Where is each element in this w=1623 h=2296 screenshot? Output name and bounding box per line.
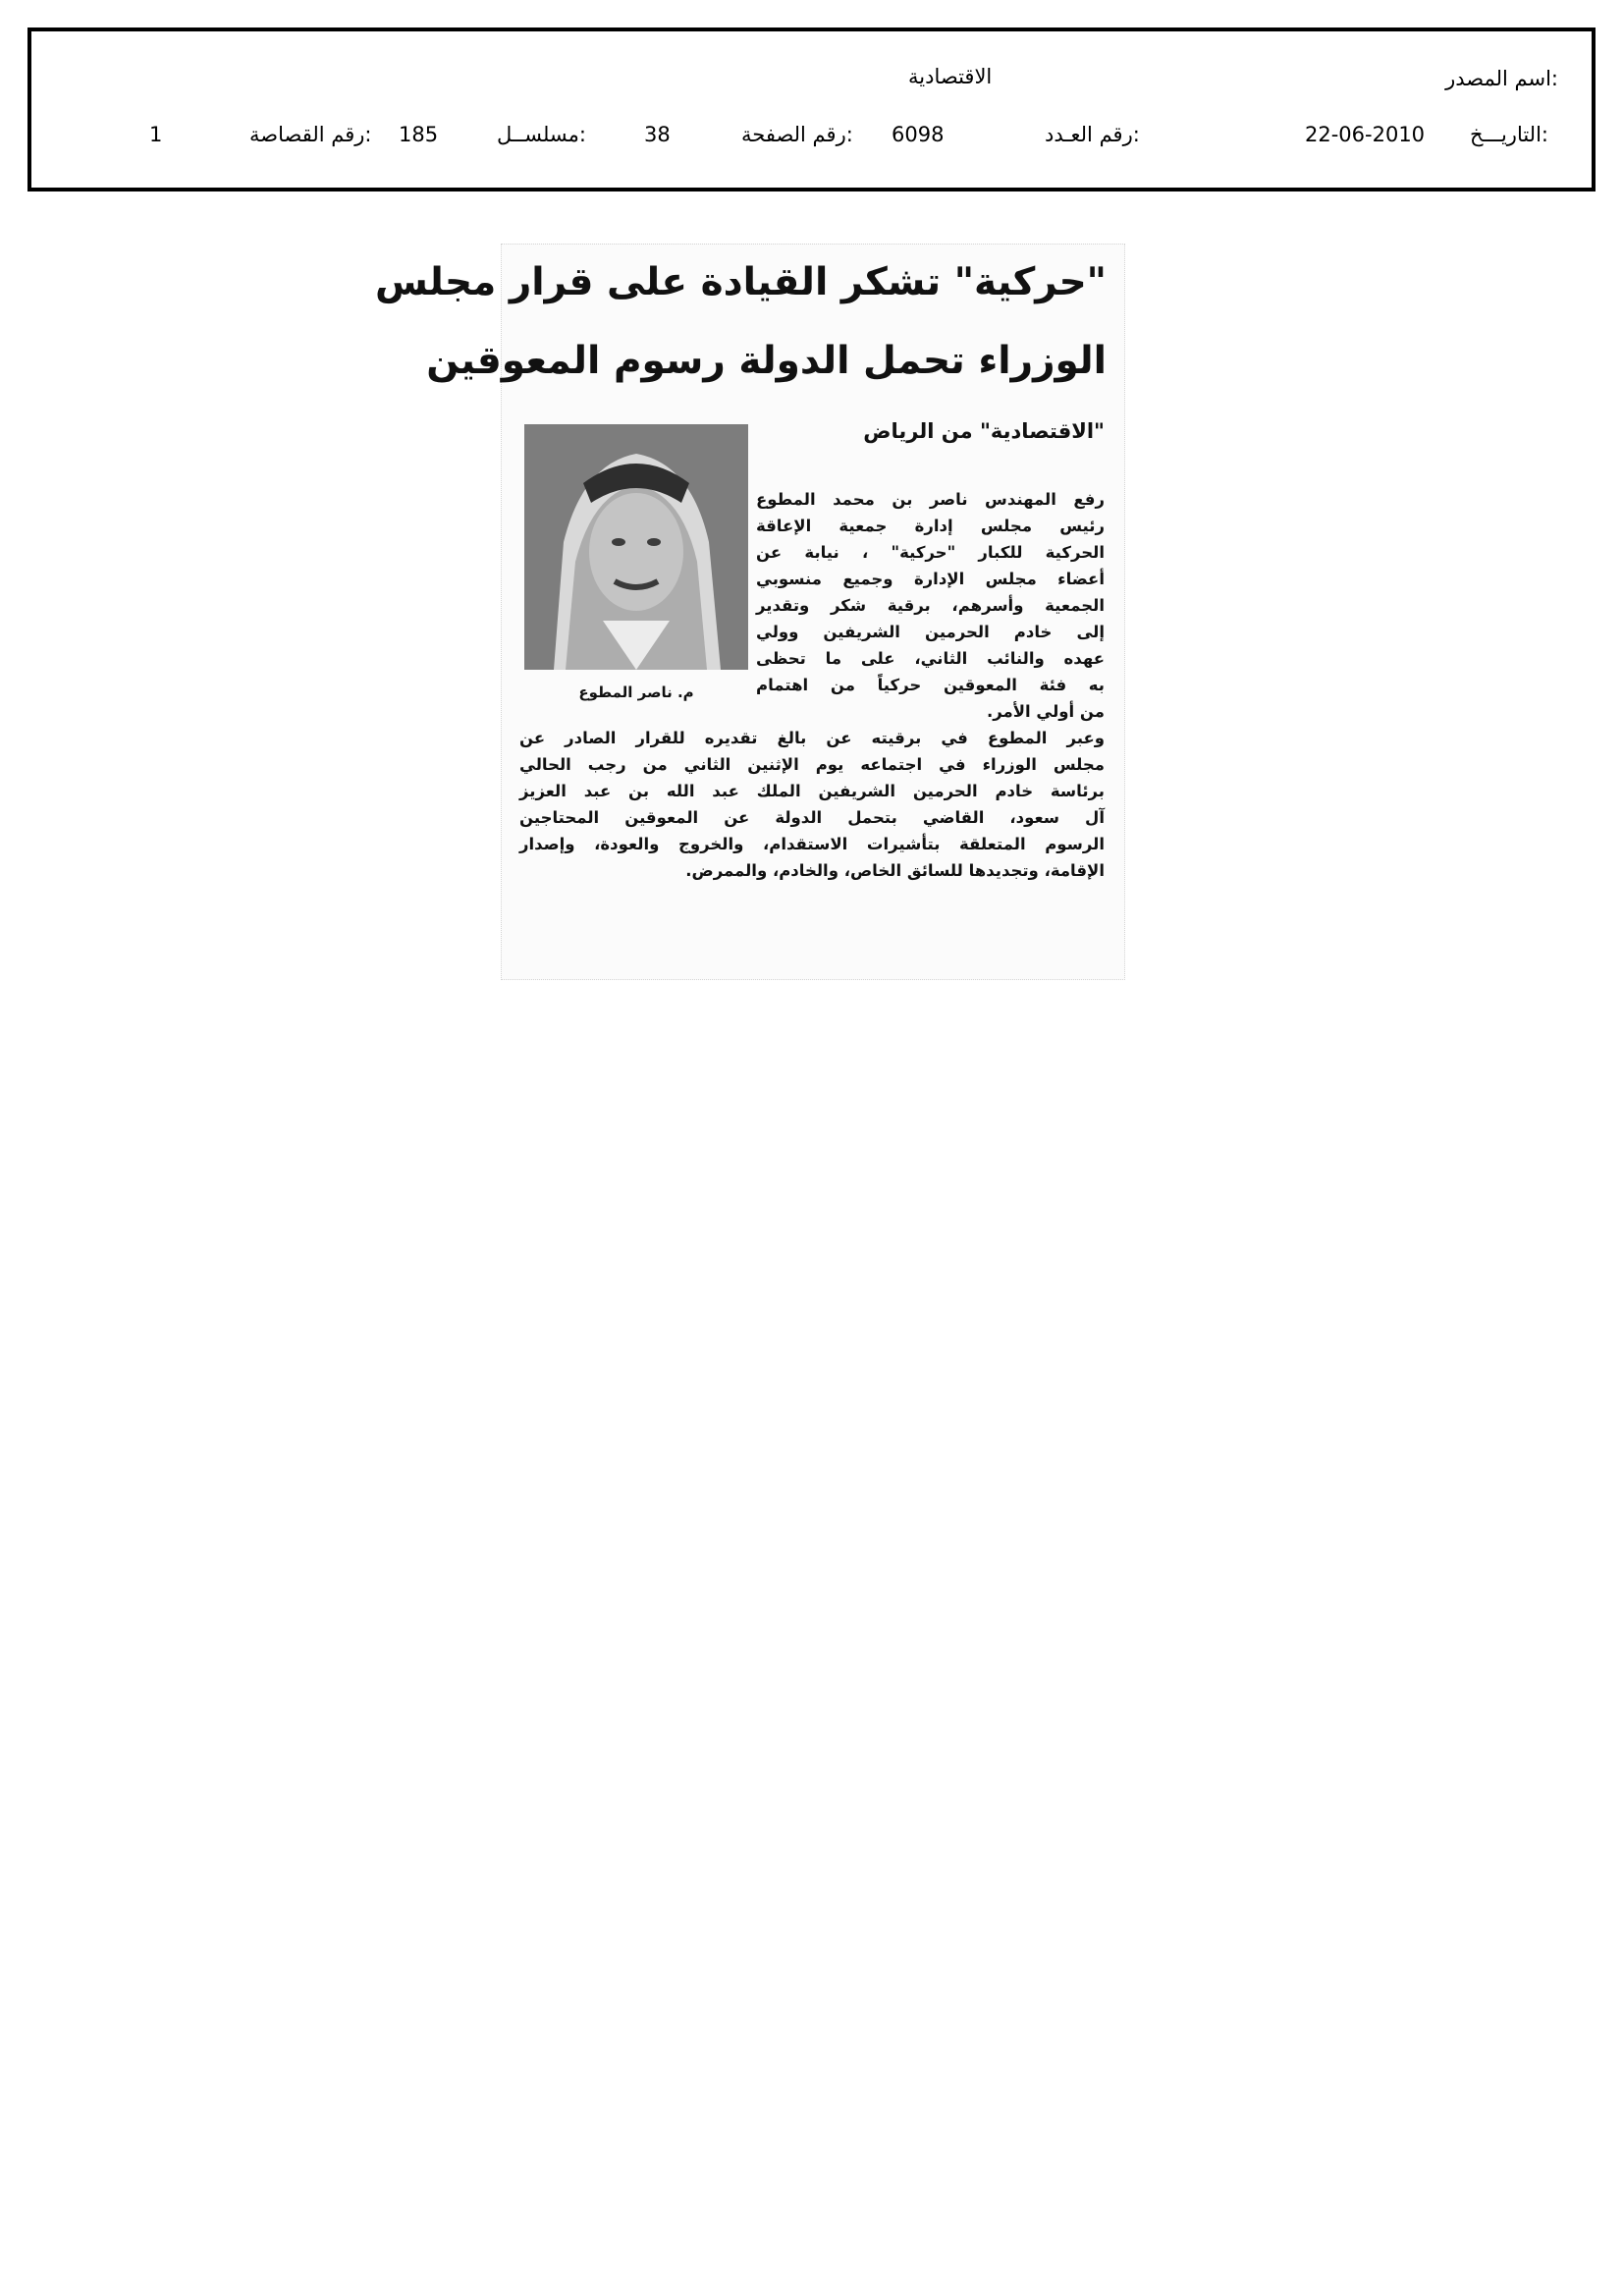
body-line: أعضاء مجلس الإدارة وجميع منسوبي (756, 570, 1105, 588)
body-line: الحركية للكبار "حركية" ، نيابة عن (756, 543, 1105, 562)
body-line: مجلس الوزراء في اجتماعه يوم الإثنين الثاني من رجب الحالي (519, 755, 1105, 774)
date-value: 22-06-2010 (1305, 123, 1426, 146)
headline-line-1: "حركية" تشكر القيادة على قرار مجلس (374, 260, 1107, 304)
headline-line-2: الوزراء تحمل الدولة رسوم المعوقين (426, 339, 1107, 383)
source-label: اسم المصدر: (1445, 67, 1558, 90)
serial-label: مسلســل: (497, 123, 586, 146)
issue-value: 6098 (892, 123, 945, 146)
article-byline: "الاقتصادية" من الرياض (863, 419, 1105, 443)
newspaper-clipping (374, 244, 1125, 980)
clipping-info-box (27, 27, 1596, 191)
body-line: وعبر المطوع في برقيته عن بالغ تقديره للقرار الصادر عن (519, 729, 1105, 747)
body-line: الرسوم المتعلقة بتأشيرات الاستقدام، والخروج والعودة، وإصدار (519, 835, 1105, 853)
body-line: عهده والنائب الثاني، على ما تحظى (756, 649, 1105, 668)
page-value: 38 (644, 123, 671, 146)
body-line: إلى خادم الحرمين الشريفين وولي (756, 623, 1105, 641)
photo-caption: م. ناصر المطوع (578, 683, 694, 701)
body-line: من أولي الأمر. (986, 702, 1105, 721)
body-line: رفع المهندس ناصر بن محمد المطوع (756, 490, 1105, 509)
page-label: رقم الصفحة: (741, 123, 853, 146)
portrait-photo-graphic (524, 424, 748, 670)
source-value: الاقتصادية (908, 65, 993, 88)
serial-value: 185 (399, 123, 439, 146)
body-line: رئيس مجلس إدارة جمعية الإعاقة (756, 517, 1105, 535)
date-label: التاريـــخ: (1469, 123, 1548, 146)
portrait-photo (524, 424, 748, 670)
clip-label: رقم القصاصة: (249, 123, 372, 146)
body-line: الإقامة، وتجديدها للسائق الخاص، والخادم، والممرض. (685, 861, 1105, 880)
issue-label: رقم العـدد: (1045, 123, 1140, 146)
clip-value: 1 (149, 123, 163, 146)
body-line: الجمعية وأسرهم، برقية شكر وتقدير (756, 596, 1105, 615)
body-line: به فئة المعوقين حركياً من اهتمام (756, 676, 1105, 694)
body-line: آل سعود، القاضي بتحمل الدولة عن المعوقين المحتاجين (519, 808, 1105, 827)
body-line: برئاسة خادم الحرمين الشريفين الملك عبد الله بن عبد العزيز (519, 782, 1105, 800)
